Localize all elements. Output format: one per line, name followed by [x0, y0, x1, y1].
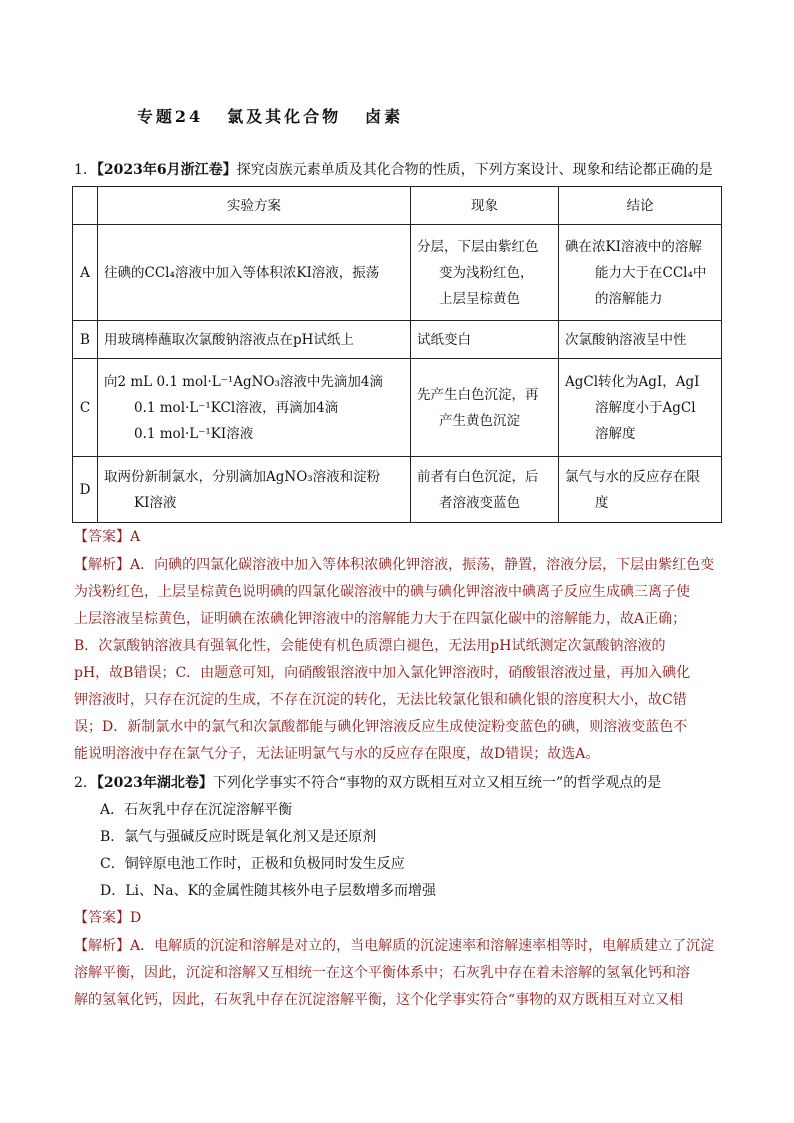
- option-b: B．氯气与强碱反应时既是氧化剂又是还原剂: [100, 829, 377, 845]
- cell-line: 度: [595, 494, 609, 511]
- cell-line: 者溶液变蓝色: [439, 494, 520, 511]
- plan-cell: [98, 359, 411, 457]
- cell-line: 溶解度小于AgCl: [595, 399, 696, 416]
- conclusion-cell: [559, 359, 722, 457]
- question-1-stem: [74, 160, 713, 180]
- cell-line: 溶解度: [595, 425, 636, 442]
- plan-cell: 往碘的CCl₄溶液中加入等体积浓KI溶液，振荡: [98, 225, 411, 321]
- question-text: 下列化学事实不符合“事物的双方既相互对立又相互统一”的哲学观点的是: [212, 775, 662, 791]
- analysis-line: 为浅粉红色，上层呈棕黄色说明碘的四氯化碳溶液中的碘与碘化钾溶液中碘离子反应生成碘三离子使: [74, 584, 690, 600]
- header-cell: [73, 187, 98, 225]
- header-cell: 实验方案: [98, 187, 411, 225]
- table-row: [73, 457, 722, 523]
- conclusion-cell: [559, 225, 722, 321]
- cell-line: 0.1 mol·L⁻¹KI溶液: [134, 425, 254, 442]
- page-title: [0, 104, 540, 127]
- question-text: 探究卤族元素单质及其化合物的性质，下列方案设计、现象和结论都正确的是: [236, 162, 713, 178]
- cell-line: 0.1 mol·L⁻¹KCl溶液，再滴加4滴: [134, 399, 339, 416]
- cell-line: 取两份新制氯水，分别滴加AgNO₃溶液和淀粉: [104, 468, 381, 485]
- table-row: [73, 321, 722, 359]
- cell-line: 分层，下层由紫红色: [417, 238, 539, 255]
- option-a: A．石灰乳中存在沉淀溶解平衡: [100, 802, 293, 818]
- answer-1: 【答案】A: [74, 529, 141, 545]
- cell-line: 产生黄色沉淀: [439, 412, 520, 429]
- question-number: 2．: [74, 775, 97, 791]
- row-label: A: [73, 225, 98, 321]
- analysis-line: pH，故B错误；C．由题意可知，向硝酸银溶液中加入氯化钾溶液时，硝酸银溶液过量，再加入碘化: [74, 665, 691, 681]
- title-topic2: 卤素: [365, 107, 404, 126]
- cell-line: 氯气与水的反应存在限: [565, 468, 700, 485]
- analysis-line: 【解析】A．向碘的四氯化碳溶液中加入等体积浓碘化钾溶液，振荡，静置，溶液分层，下层由紫红色变: [74, 557, 715, 573]
- table-row: [73, 225, 722, 321]
- row-label: C: [73, 359, 98, 457]
- table-row: [73, 359, 722, 457]
- analysis-line: 解的氢氧化钙，因此，石灰乳中存在沉淀溶解平衡，这个化学事实符合“事物的双方既相互对立又相: [74, 992, 684, 1008]
- cell-line: 能力大于在CCl₄中: [595, 264, 707, 281]
- conclusion-cell: [559, 457, 722, 523]
- header-cell: 现象: [411, 187, 559, 225]
- cell-line: AgCl转化为AgI，AgI: [565, 373, 700, 390]
- cell-line: 前者有白色沉淀，后: [417, 468, 539, 485]
- analysis-2: [74, 933, 720, 1014]
- plan-cell: [98, 457, 411, 523]
- analysis-line: 钾溶液时，只存在沉淀的生成，不存在沉淀的转化，无法比较氯化银和碘化银的溶度积大小，故C错: [74, 692, 687, 708]
- analysis-line: 上层溶液呈棕黄色，证明碘在浓碘化钾溶液中的溶解能力大于在四氯化碳中的溶解能力，故A正确；: [74, 611, 687, 627]
- cell-line: 先产生白色沉淀，再: [417, 386, 539, 403]
- row-label: B: [73, 321, 98, 359]
- analysis-1: [74, 552, 720, 768]
- conclusion-cell: 次氯酸钠溶液呈中性: [559, 321, 722, 359]
- options-table: [72, 186, 722, 523]
- cell-line: 向2 mL 0.1 mol·L⁻¹AgNO₃溶液中先滴加4滴: [104, 373, 384, 390]
- phenomenon-cell: 试纸变白: [411, 321, 559, 359]
- phenomenon-cell: [411, 457, 559, 523]
- analysis-line: 误；D．新制氯水中的氯气和次氯酸都能与碘化钾溶液反应生成使淀粉变蓝色的碘，则溶液变蓝色不: [74, 719, 688, 735]
- option-d: D．Li、Na、K的金属性随其核外电子层数增多而增强: [100, 883, 437, 899]
- phenomenon-cell: [411, 359, 559, 457]
- answer-2: 【答案】D: [74, 910, 142, 926]
- analysis-line: 能说明溶液中存在氯气分子，无法证明氯气与水的反应存在限度，故D错误；故选A。: [74, 746, 600, 762]
- analysis-line: 【解析】A．电解质的沉淀和溶解是对立的，当电解质的沉淀速率和溶解速率相等时，电解质建立了沉淀: [74, 938, 715, 954]
- analysis-line: B．次氯酸钠溶液具有强氧化性，会能使有机色质漂白褪色，无法用pH试纸测定次氯酸钠溶液的: [74, 638, 666, 654]
- question-source: 【2023年湖北卷】: [96, 775, 213, 791]
- cell-line: 变为浅粉红色，: [439, 264, 534, 281]
- cell-line: KI溶液: [134, 494, 177, 511]
- phenomenon-cell: [411, 225, 559, 321]
- title-label: 专题24: [136, 107, 204, 126]
- cell-line: 碘在浓KI溶液中的溶解: [565, 238, 702, 255]
- header-cell: 结论: [559, 187, 722, 225]
- title-topic1: 氯及其化合物: [227, 107, 342, 126]
- row-label: D: [73, 457, 98, 523]
- table-header-row: [73, 187, 722, 225]
- cell-line: 的溶解能力: [595, 290, 663, 307]
- question-source: 【2023年6月浙江卷】: [96, 162, 237, 178]
- cell-line: 上层呈棕黄色: [439, 290, 520, 307]
- option-c: C．铜锌原电池工作时，正极和负极同时发生反应: [100, 856, 405, 872]
- question-2-stem: [74, 773, 661, 793]
- plan-cell: 用玻璃棒蘸取次氯酸钠溶液点在pH试纸上: [98, 321, 411, 359]
- analysis-line: 溶解平衡，因此，沉淀和溶解又互相统一在这个平衡体系中；石灰乳中存在着未溶解的氢氧化钙和溶: [74, 965, 690, 981]
- question-number: 1．: [74, 162, 97, 178]
